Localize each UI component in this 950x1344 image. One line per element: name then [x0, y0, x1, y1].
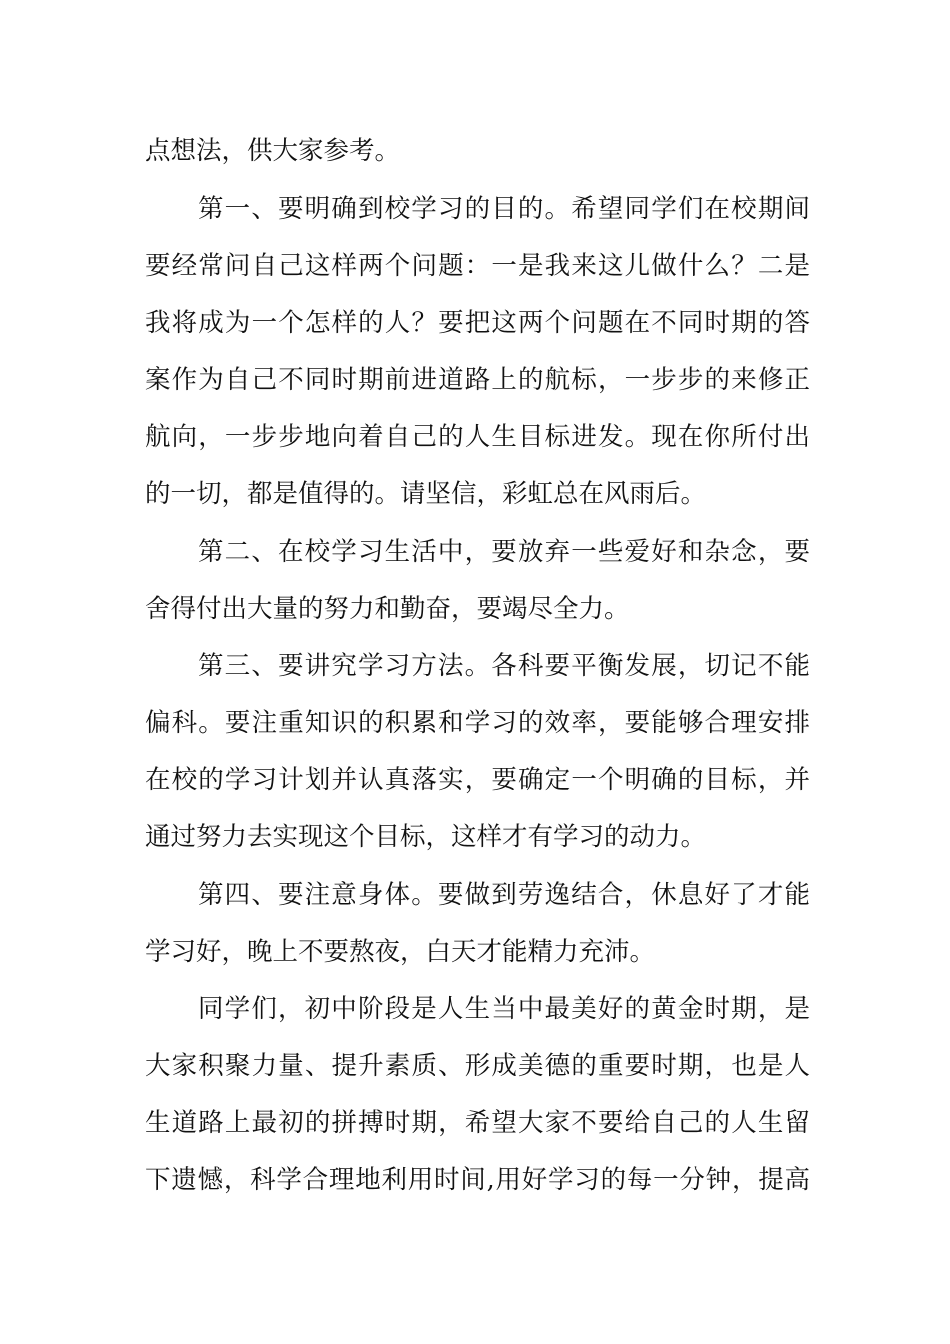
paragraph-4-line: 学习好，晚上不要熬夜，白天才能精力充沛。: [145, 937, 656, 967]
paragraph-1-line: 航向，一步步地向着自己的人生目标进发。现在你所付出: [145, 422, 810, 452]
paragraph-1-line: 我将成为一个怎样的人？要把这两个问题在不同时期的答: [145, 308, 810, 338]
paragraph-1-line: 的一切，都是值得的。请坚信，彩虹总在风雨后。: [145, 479, 707, 509]
paragraph-5-line: 大家积聚力量、提升素质、形成美德的重要时期，也是人: [145, 1051, 810, 1081]
paragraph-1-line: 案作为自己不同时期前进道路上的航标，一步步的来修正: [145, 365, 810, 395]
paragraph-5-line: 同学们，初中阶段是人生当中最美好的黄金时期，是: [198, 994, 810, 1024]
paragraph-1-line: 第一、要明确到校学习的目的。希望同学们在校期间: [198, 194, 810, 224]
paragraph-2-line: 舍得付出大量的努力和勤奋，要竭尽全力。: [145, 594, 630, 624]
paragraph-3-line: 第三、要讲究学习方法。各科要平衡发展，切记不能: [198, 651, 810, 681]
paragraph-4-line: 第四、要注意身体。要做到劳逸结合，休息好了才能: [198, 880, 810, 910]
text-line: 点想法，供大家参考。: [145, 136, 401, 166]
paragraph-2-line: 第二、在校学习生活中，要放弃一些爱好和杂念，要: [198, 537, 810, 567]
paragraph-5-line: 下遗憾，科学合理地利用时间,用好学习的每一分钟，提高: [145, 1165, 810, 1195]
paragraph-5-line: 生道路上最初的拼搏时期，希望大家不要给自己的人生留: [145, 1108, 810, 1138]
paragraph-3-line: 通过努力去实现这个目标，这样才有学习的动力。: [145, 822, 707, 852]
paragraph-3-line: 偏科。要注重知识的积累和学习的效率，要能够合理安排: [145, 708, 810, 738]
paragraph-3-line: 在校的学习计划并认真落实，要确定一个明确的目标，并: [145, 765, 810, 795]
paragraph-1-line: 要经常问自己这样两个问题：一是我来这儿做什么？二是: [145, 251, 810, 281]
